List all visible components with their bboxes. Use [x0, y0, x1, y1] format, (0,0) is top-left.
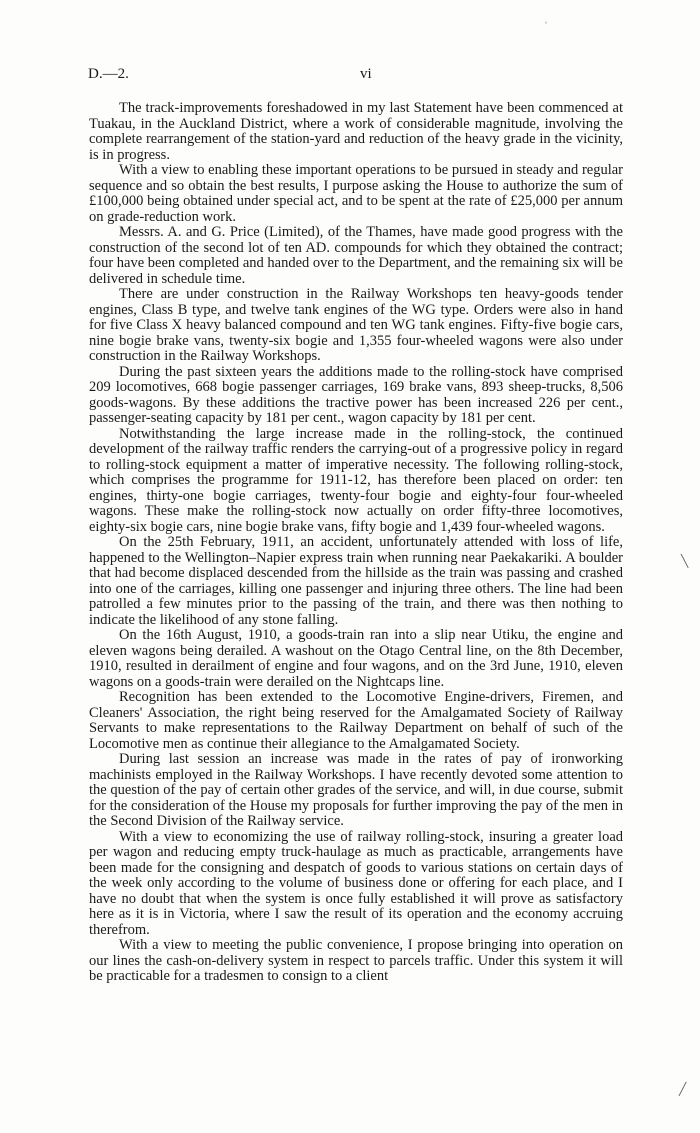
- paragraph-workshops-construction: There are under construction in the Railway Workshops ten heavy-goods tender engines, Class B type, and twelve tank engines of the WG type. Orders were also in hand for five Class X heavy balanced compound and ten WG tank engines. Fifty-five bogie cars, nine bogie brake vans, twenty-six bogie and 1,355 four-wheeled wagons were also under construction in the Railway Workshops.: [89, 286, 623, 364]
- margin-mark: ╱: [679, 1082, 687, 1096]
- paragraph-rolling-stock-economy: With a view to economizing the use of railway rolling-stock, insuring a greater load per wagon and reducing empty truck-haulage as much as practicable, arrangements have been made for the consigning and despatch of goods to various stations on certain days of the week only according to the volume of business done or offering for each place, and I have no doubt that when the system is once fully established it will prove as satisfactory here as it is in Victoria, where I saw the result of its operation and the economy accruing therefrom.: [89, 828, 623, 938]
- margin-mark: ╲: [681, 554, 689, 568]
- page-number: vi: [360, 66, 372, 82]
- page-header: [88, 66, 613, 86]
- paragraph-derailments: On the 16th August, 1910, a goods-train ran into a slip near Utiku, the engine and eleven wagons being derailed. A washout on the Otago Central line, on the 8th December, 1910, resulted in derailment of engine and four wagons, and on the 3rd June, 1910, eleven wagons on a goods-train were derailed on the Nightcaps line.: [89, 627, 623, 690]
- paragraph-paekakariki-accident: On the 25th February, 1911, an accident, unfortunately attended with loss of life, happened to the Wellington–Napier express train when running near Paekakariki. A boulder that had become displaced descended from the hillside as the train was passing and crashed into one of the carriages, killing one passenger and injuring three others. The line had been patrolled a few minutes prior to the passing of the train, and there was then nothing to indicate the likelihood of any stone falling.: [89, 534, 623, 628]
- paragraph-cash-on-delivery: With a view to meeting the public convenience, I propose bringing into operation on our lines the cash-on-delivery system in respect to parcels traffic. Under this system it will be practicable for a tradesmen to consign to a client: [89, 937, 623, 984]
- document-reference: D.—2.: [88, 66, 129, 82]
- paragraph-track-improvements: The track-improvements foreshadowed in my last Statement have been commenced at Tuakau, in the Auckland District, where a work of considerable magnitude, involving the complete rearrangement of the station-yard and reduction of the heavy grade in the vicinity, is in progress.: [89, 100, 623, 163]
- paragraph-price-contract: Messrs. A. and G. Price (Limited), of the Thames, have made good progress with the construction of the second lot of ten AD. compounds for which they obtained the contract; four have been completed and handed over to the Department, and the remaining six will be delivered in schedule time.: [89, 224, 623, 287]
- paragraph-rolling-stock-additions: During the past sixteen years the additions made to the rolling-stock have comprised 209 locomotives, 668 bogie passenger carriages, 169 brake vans, 893 sheep-trucks, 8,506 goods-wagons. By these additions the tractive power has been increased 226 per cent., passenger-seating capacity by 181 per cent., wagon capacity by 181 per cent.: [89, 363, 623, 426]
- margin-mark: ˌ: [544, 10, 548, 24]
- body-text: [89, 101, 623, 985]
- paragraph-rolling-stock-programme: Notwithstanding the large increase made in the rolling-stock, the continued development of the railway traffic renders the carrying-out of a progressive policy in regard to rolling-stock equipment a matter of imperative necessity. The following rolling-stock, which comprises the programme for 1911-12, has therefore been placed on order: ten engines, thirty-one bogie carriages, twenty-four bogie and eighty-four four-wheeled wagons. These make the rolling-stock now actually on order fifty-three locomotives, eighty-six bogie cars, nine bogie brake vans, fifty bogie and 1,439 four-wheeled wagons.: [89, 425, 623, 535]
- paragraph-grade-reduction-funding: With a view to enabling these important operations to be pursued in steady and regular sequence and so obtain the best results, I purpose asking the House to authorize the sum of £100,000 being obtained under special act, and to be spent at the rate of £25,000 per annum on grade-reduction work.: [89, 162, 623, 225]
- paragraph-pay-rates: During last session an increase was made in the rates of pay of ironworking machinists employed in the Railway Workshops. I have recently devoted some attention to the question of the pay of certain other grades of the service, and will, in due course, submit for the consideration of the House my proposals for further improving the pay of the men in the Second Division of the Railway service.: [89, 751, 623, 829]
- paragraph-association-recognition: Recognition has been extended to the Locomotive Engine-drivers, Firemen, and Cleaners' Association, the right being reserved for the Amalgamated Society of Railway Servants to make representations to the Railway Department on behalf of such of the Locomotive men as continue their allegiance to the Amalgamated Society.: [89, 689, 623, 752]
